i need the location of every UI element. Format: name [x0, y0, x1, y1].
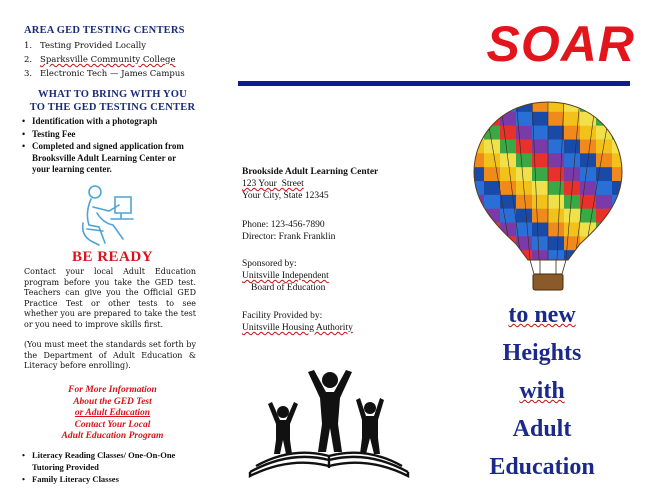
testing-centers-heading: AREA GED TESTING CENTERS [24, 25, 185, 36]
standards-paragraph: (You must meet the standards set forth by the Department of Adult Education & Literacy before enrolling). [24, 340, 196, 370]
sponsor-line1: Unitsville Independent [242, 271, 329, 281]
facility: Unitsville Housing Authority [242, 323, 353, 333]
list-item: • Literacy Reading Classes/ One-On-One Tutoring Provided [22, 450, 200, 473]
person-at-computer-icon [77, 183, 137, 249]
facility-label: Facility Provided by: [242, 311, 323, 321]
street: 123 Your Street [242, 179, 304, 189]
list-item: 2. Sparksville Community College [24, 55, 176, 65]
list-item: • Identification with a photograph [22, 116, 192, 128]
list-item: 3. Electronic Tech — James Campus [24, 69, 185, 79]
middle-panel [222, 0, 432, 503]
tagline [446, 296, 638, 486]
facility-block [242, 310, 353, 334]
address-block [242, 166, 378, 202]
bring-list [22, 116, 192, 177]
be-ready-title: BE READY [71, 249, 154, 265]
sponsor-block [242, 258, 329, 294]
bring-heading: WHAT TO BRING WITH YOU TO THE GED TESTING CENTER [29, 89, 196, 113]
be-ready-paragraph: Contact your local Adult Education program before you take the GED test. Teachers can give you the Official GED Practice Test or other tests to see whether you are prepared to take the test or you need to improve skills first. [24, 267, 196, 329]
tagline-line: Education [489, 454, 595, 480]
more-info-block: For More Information About the GED Test or Adult Education Contact Your Local Adult Education Program [61, 385, 164, 441]
title-divider [238, 81, 630, 86]
tagline-line: Adult [512, 416, 572, 442]
list-item: • Family Literacy Classes [22, 474, 200, 486]
phone: Phone: 123-456-7890 [242, 220, 325, 230]
programs-list [22, 450, 200, 487]
city: Your City, State 12345 [242, 191, 329, 201]
people-on-book-icon [246, 368, 412, 482]
sponsored-label: Sponsored by: [242, 259, 297, 269]
tagline-line: to new [508, 302, 576, 328]
director: Director: Frank Franklin [242, 232, 336, 242]
left-panel [0, 0, 210, 503]
list-item: • Completed and signed application from Brooksville Adult Learning Center or your learning center. [22, 141, 192, 176]
list-item: 1. Testing Provided Locally [24, 41, 147, 51]
soar-title: SOAR [486, 16, 635, 72]
sponsor-line2: Board of Education [251, 283, 326, 293]
hot-air-balloon-icon [468, 98, 628, 294]
testing-centers-list [24, 39, 214, 81]
org-name: Brookside Adult Learning Center [242, 167, 379, 177]
tagline-line: with [519, 378, 565, 404]
contact-block [242, 219, 335, 243]
list-item: • Testing Fee [22, 129, 192, 141]
tagline-line: Heights [502, 340, 582, 366]
